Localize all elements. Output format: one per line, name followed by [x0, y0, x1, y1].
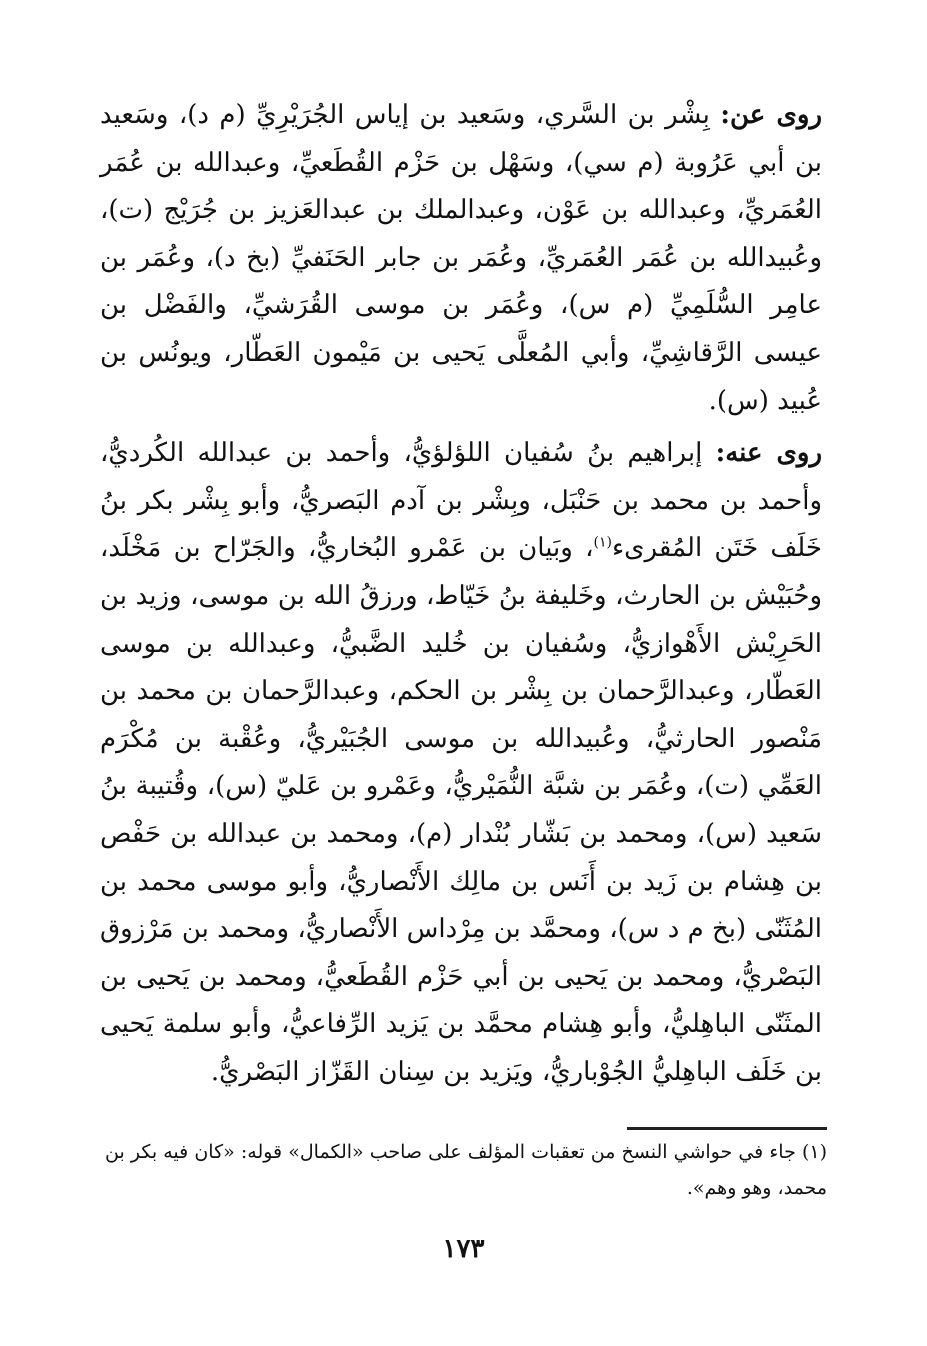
main-text [100, 92, 822, 1096]
narrated-by-text-part-2: ، وبَيان بن عَمْرو البُخاريُّ، والجَرّاح بن مَخْلَد، وحُبَيْش بن الحارث، وخَليفة بنُ خَيّاط، ورزقُ الله بن موسى، وزيد بن الحَرِيْش الأَهْوازيُّ، وسُفيان بن خُليد الضَّبيُّ، وعبدالله بن موسى العَطّار، وعبدالرَّحمان بن بِشْر بن الحكم، وعبدالرَّحمان بن محمد بن مَنْصور الحارثيُّ، وعُبيدالله بن موسى الجُبَيْريُّ، وعُقْبة بن مُكْرَم العَمِّي (ت)، وعُمَر بن شبَّة النُّمَيْريُّ، وعَمْرو بن عَليّ (س)، وقُتيبة بنُ سَعيد (س)، ومحمد بن بَشّار بُنْدار (م)، ومحمد بن عبدالله بن حَفْص بن هِشام بن زَيد بن أَنَس بن مالِك الأَنْصاريُّ، وأبو موسى محمد بن المُثَنّى (بخ م د س)، ومحمَّد بن مِرْداس الأَنْصاريُّ، ومحمد بن مَرْزوق البَصْريُّ، ومحمد بن يَحيى بن أبي حَزْم القُطَعيُّ، ومحمد بن يَحيى بن المثَنّى الباهِليُّ، وأبو هِشام محمَّد بن يَزيد الرِّفاعيُّ، وأبو سلمة يَحيى بن خَلَف الباهِليُّ الجُوْباريُّ، ويَزيد بن سِنان القَزّاز البَصْريُّ. [100, 533, 822, 1087]
narrated-from-paragraph [100, 92, 822, 425]
narrated-by-label: روى عنه: [715, 438, 823, 469]
footnote-reference: (١) [593, 534, 612, 551]
narrated-by-text-part-1: إبراهيم بنُ سُفيان اللؤلؤيُّ، وأحمد بن عبدالله الكُرديُّ، وأحمد بن محمد بن حَنْبَل، وبِشْر بن آدم البَصريُّ، وأبو بِشْر بكر بنُ خَلَف خَتَن المُقرىء [100, 438, 822, 564]
page-number: ١٧٣ [442, 1234, 485, 1264]
footnote-divider [627, 1127, 827, 1130]
narrated-by-paragraph [100, 430, 822, 1096]
footnote: (١) جاء في حواشي النسخ من تعقبات المؤلف على صاحب «الكمال» قوله: «كان فيه بكر بن محمد، وهو وهم». [105, 1141, 827, 1199]
narrated-from-text: بِشْر بن السَّري، وسَعيد بن إياس الجُرَيْرِيِّ (م د)، وسَعيد بن أبي عَرُوبة (م سي)، وسَهْل بن حَزْم القُطَعيِّ، وعبدالله بن عُمَر العُمَريِّ، وعبدالله بن عَوْن، وعبدالملك بن عبدالعَزيز بن جُرَيْج (ت)، وعُبيدالله بن عُمَر العُمَريِّ، وعُمَر بن جابر الحَنَفيِّ (بخ د)، وعُمَر بن عامِر السُّلَمِيِّ (م س)، وعُمَر بن موسى القُرَشيِّ، والفَضْل بن عيسى الرَّقاشِيِّ، وأبي المُعلَّى يَحيى بن مَيْمون العَطّار، ويونُس بن عُبيد (س). [100, 100, 822, 416]
narrated-from-label: روى عن: [720, 100, 822, 130]
